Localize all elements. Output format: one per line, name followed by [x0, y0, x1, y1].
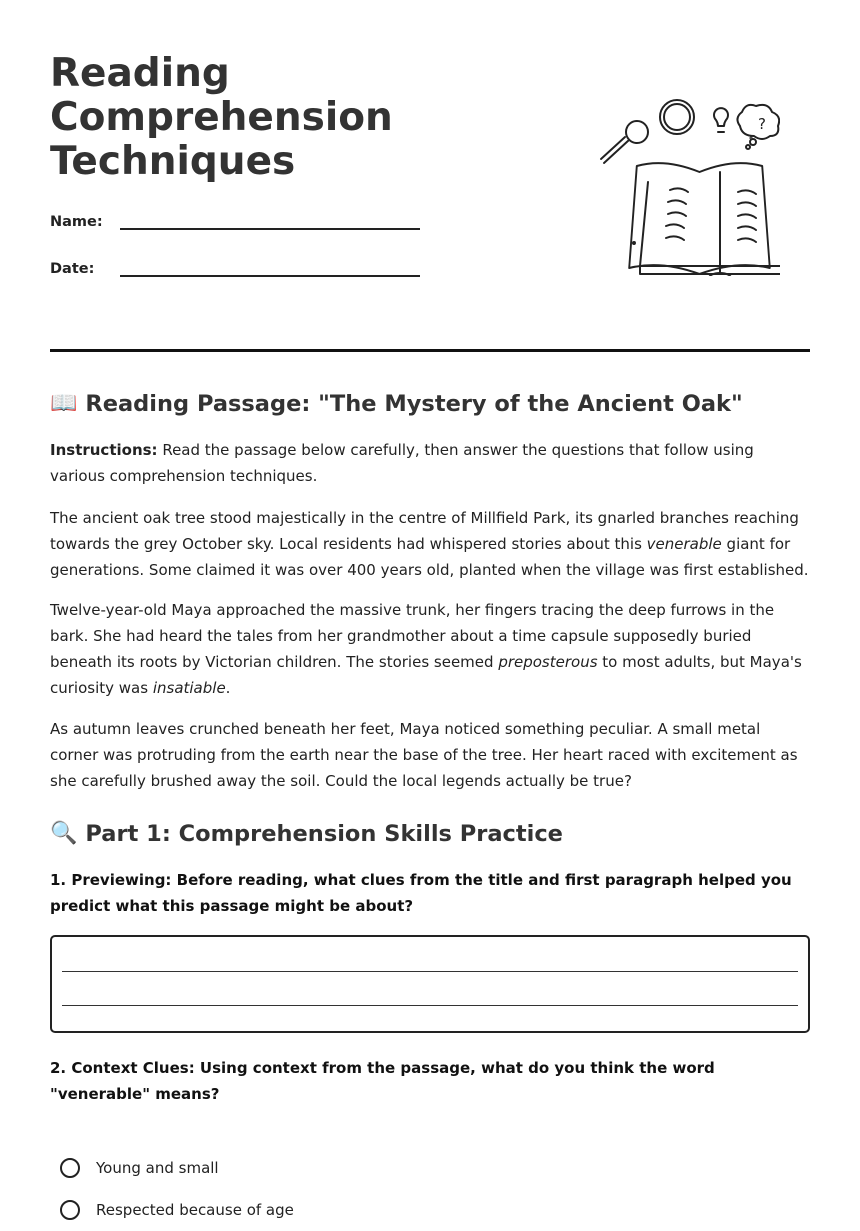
passage-heading-text: Reading Passage: "The Mystery of the Ancient Oak"	[85, 391, 743, 417]
instructions-label: Instructions:	[50, 441, 158, 459]
passage-paragraph-3: As autumn leaves crunched beneath her feet, Maya noticed something peculiar. A small metal corner was protruding from the earth near the base of the tree. Her heart raced with excitement as she carefully brushed away the soil. Could the local legends actually be true?	[50, 720, 798, 790]
question-2-options	[50, 1147, 810, 1231]
name-label: Name:	[50, 214, 103, 230]
date-field	[50, 257, 420, 277]
writing-line	[62, 971, 798, 972]
paragraph-text: The ancient oak tree stood majestically in the centre of Millfield Park, its gnarled branches reaching towards the grey October sky. Local residents had whispered stories about this	[50, 509, 799, 553]
passage-heading	[50, 388, 810, 420]
question-1-answer-box[interactable]	[50, 935, 810, 1033]
part1-heading	[50, 818, 810, 850]
title-line: Techniques	[50, 139, 296, 184]
radio-button[interactable]	[60, 1200, 80, 1220]
radio-button[interactable]	[60, 1158, 80, 1178]
emphasized-word: insatiable	[152, 679, 226, 697]
open-book-magnifier-icon	[550, 96, 780, 276]
option-label: Respected because of age	[96, 1201, 294, 1219]
emphasized-word: preposterous	[498, 653, 598, 671]
paragraph-text: to most adults, but Maya's curiosity was	[50, 653, 802, 697]
option-young-and-small[interactable]	[50, 1147, 810, 1189]
instructions	[50, 437, 810, 489]
option-respected-because-of-age[interactable]	[50, 1189, 810, 1231]
svg-text:?: ?	[758, 115, 766, 133]
worksheet-header	[50, 52, 810, 352]
passage-paragraph-1	[50, 505, 810, 583]
instructions-text: Read the passage below carefully, then answer the questions that follow using various comprehension techniques.	[50, 441, 754, 485]
page-title	[50, 52, 470, 184]
section-divider	[50, 349, 810, 352]
worksheet-content	[50, 388, 810, 1231]
emphasized-word: venerable	[646, 535, 722, 553]
paragraph-text: .	[225, 679, 231, 697]
option-label: Young and small	[96, 1159, 219, 1177]
paragraph-text: giant for generations. Some claimed it was over 400 years old, planted when the village was first established.	[50, 535, 809, 579]
question-1: 1. Previewing: Before reading, what clues from the title and first paragraph helped you predict what this passage might be about?	[50, 871, 792, 915]
paragraph-text: Twelve-year-old Maya approached the massive trunk, her fingers tracing the deep furrows in the bark. She had heard the tales from her grandmother about a time capsule supposedly buried beneath its roots by Victorian children. The stories seemed	[50, 601, 775, 671]
title-line: Reading	[50, 51, 230, 96]
passage-paragraph-2	[50, 597, 810, 701]
question-2: 2. Context Clues: Using context from the passage, what do you think the word "venerable" means?	[50, 1059, 715, 1103]
name-field	[50, 210, 420, 230]
date-input-line[interactable]	[120, 257, 420, 277]
part1-heading-text: Part 1: Comprehension Skills Practice	[85, 821, 563, 847]
magnifying-glass-icon: 🔍	[50, 821, 78, 846]
open-book-icon: 📖	[50, 391, 78, 416]
writing-line	[62, 1005, 798, 1006]
title-line: Comprehension	[50, 95, 393, 140]
name-input-line[interactable]	[120, 210, 420, 230]
date-label: Date:	[50, 261, 95, 277]
